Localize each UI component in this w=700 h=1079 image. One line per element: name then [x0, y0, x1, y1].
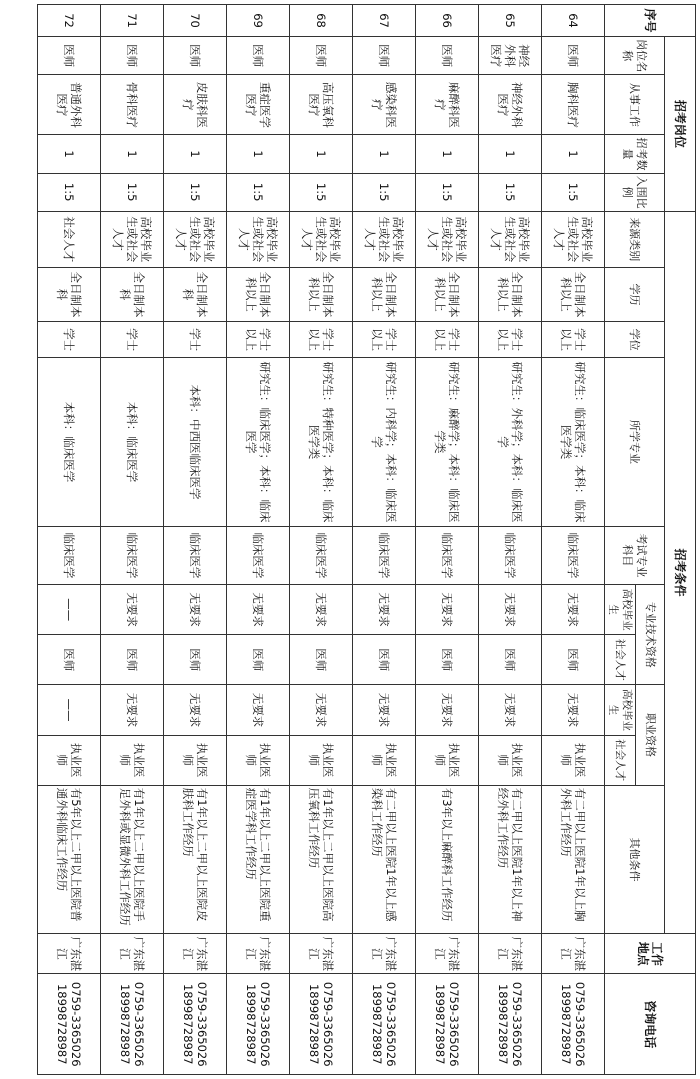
header-quota: 招考数量 [605, 135, 665, 173]
cell-exam-subject: 临床医学 [479, 526, 542, 584]
cell-exam-subject: 临床医学 [416, 526, 479, 584]
cell-degree: 学士以上 [290, 322, 353, 358]
cell-other: 有二甲以上医院1年以上感染科工作经历 [353, 785, 416, 934]
cell-education: 全日制本科以上 [353, 267, 416, 321]
cell-location: 广东湛江 [164, 934, 227, 974]
header-tech-social: 社会人才 [605, 635, 636, 685]
cell-phone: 0759-3365026 18998728987 [542, 974, 605, 1075]
cell-work: 麻醉科医疗 [416, 75, 479, 135]
cell-degree: 学士以上 [542, 322, 605, 358]
cell-seq: 67 [353, 5, 416, 37]
cell-education: 全日制本科以上 [542, 267, 605, 321]
cell-seq: 72 [38, 5, 101, 37]
cell-other: 有1年以上二甲以上医院重症医学科工作经历 [227, 785, 290, 934]
cell-major: 本科：临床医学 [38, 358, 101, 527]
cell-prof-social: 执业医师 [353, 735, 416, 785]
cell-source: 高校毕业生或社会人才 [353, 211, 416, 267]
cell-major: 研究生：临床医学；本科：临床医学 [227, 358, 290, 527]
cell-work: 普通外科医疗 [38, 75, 101, 135]
cell-prof-social: 执业医师 [416, 735, 479, 785]
cell-seq: 68 [290, 5, 353, 37]
cell-location: 广东湛江 [101, 934, 164, 974]
header-seq: 序号 [605, 5, 696, 37]
cell-major: 研究生：麻醉学；本科：临床医学类 [416, 358, 479, 527]
header-group-conditions: 招考条件 [665, 211, 696, 934]
cell-prof-grad: 无要求 [479, 685, 542, 735]
cell-degree: 学士 [164, 322, 227, 358]
cell-tech-social: 医师 [479, 635, 542, 685]
cell-other: 有1年以上二甲以上医院手足外科或显微外科工作经历 [101, 785, 164, 934]
cell-source: 高校毕业生或社会人才 [227, 211, 290, 267]
cell-degree: 学士 [38, 322, 101, 358]
cell-phone: 0759-3365026 18998728987 [227, 974, 290, 1075]
cell-quota: 1 [353, 135, 416, 173]
header-major: 所学专业 [605, 358, 665, 527]
cell-ratio: 1:5 [353, 173, 416, 211]
table-row [479, 5, 542, 1075]
cell-post: 神经外科医疗 [479, 37, 542, 75]
cell-education: 全日制本科以上 [479, 267, 542, 321]
cell-post: 医师 [290, 37, 353, 75]
header-prof-qualification: 职业资格 [636, 685, 665, 785]
cell-work: 感染科医疗 [353, 75, 416, 135]
cell-exam-subject: 临床医学 [227, 526, 290, 584]
cell-degree: 学士以上 [479, 322, 542, 358]
cell-ratio: 1:5 [290, 173, 353, 211]
cell-location: 广东湛江 [479, 934, 542, 974]
recruitment-table [37, 4, 696, 1075]
header-group-post: 招考岗位 [665, 37, 696, 212]
cell-prof-grad: 无要求 [542, 685, 605, 735]
header-prof-social: 社会人才 [605, 735, 636, 785]
cell-seq: 65 [479, 5, 542, 37]
header-education: 学历 [605, 267, 665, 321]
cell-prof-grad: 无要求 [416, 685, 479, 735]
table-row [227, 5, 290, 1075]
cell-other: 有二甲以上医院1年以上胸外科工作经历 [542, 785, 605, 934]
header-ratio: 入围比例 [605, 173, 665, 211]
cell-quota: 1 [542, 135, 605, 173]
cell-prof-social: 执业医师 [101, 735, 164, 785]
cell-major: 研究生：临床医学；本科：临床医学类 [542, 358, 605, 527]
cell-tech-grad: 无要求 [290, 585, 353, 635]
header-work: 从事工作 [605, 75, 665, 135]
cell-exam-subject: 临床医学 [164, 526, 227, 584]
table-row [290, 5, 353, 1075]
cell-phone: 0759-3365026 18998728987 [38, 974, 101, 1075]
cell-phone: 0759-3365026 18998728987 [101, 974, 164, 1075]
table-row [542, 5, 605, 1075]
cell-phone: 0759-3365026 18998728987 [164, 974, 227, 1075]
cell-quota: 1 [164, 135, 227, 173]
cell-quota: 1 [416, 135, 479, 173]
cell-quota: 1 [227, 135, 290, 173]
cell-source: 高校毕业生或社会人才 [290, 211, 353, 267]
cell-prof-social: 执业医师 [227, 735, 290, 785]
cell-source: 高校毕业生或社会人才 [164, 211, 227, 267]
cell-ratio: 1:5 [416, 173, 479, 211]
cell-exam-subject: 临床医学 [353, 526, 416, 584]
cell-prof-social: 执业医师 [164, 735, 227, 785]
cell-seq: 66 [416, 5, 479, 37]
cell-location: 广东湛江 [416, 934, 479, 974]
cell-major: 本科：临床医学 [101, 358, 164, 527]
cell-tech-social: 医师 [416, 635, 479, 685]
table-row [38, 5, 101, 1075]
cell-education: 全日制本科 [38, 267, 101, 321]
cell-tech-social: 医师 [227, 635, 290, 685]
cell-post: 医师 [164, 37, 227, 75]
cell-major: 研究生：外科学；本科：临床医学 [479, 358, 542, 527]
cell-location: 广东湛江 [38, 934, 101, 974]
header-tech-grad: 高校毕业生 [605, 585, 636, 635]
header-phone: 咨询电话 [605, 974, 696, 1075]
cell-degree: 学士以上 [353, 322, 416, 358]
cell-exam-subject: 临床医学 [101, 526, 164, 584]
cell-ratio: 1:5 [227, 173, 290, 211]
cell-work: 骨科医疗 [101, 75, 164, 135]
cell-location: 广东湛江 [227, 934, 290, 974]
cell-source: 高校毕业生或社会人才 [542, 211, 605, 267]
cell-ratio: 1:5 [38, 173, 101, 211]
cell-source: 高校毕业生或社会人才 [101, 211, 164, 267]
cell-exam-subject: 临床医学 [38, 526, 101, 584]
cell-prof-social: 执业医师 [542, 735, 605, 785]
cell-work: 神经外科医疗 [479, 75, 542, 135]
table-body [38, 5, 605, 1075]
cell-major: 研究生：内科学；本科：临床医学 [353, 358, 416, 527]
cell-education: 全日制本科以上 [227, 267, 290, 321]
cell-prof-social: 执业医师 [290, 735, 353, 785]
cell-ratio: 1:5 [164, 173, 227, 211]
header-degree: 学位 [605, 322, 665, 358]
cell-tech-grad: 无要求 [353, 585, 416, 635]
cell-phone: 0759-3365026 18998728987 [416, 974, 479, 1075]
header-source: 来源类别 [605, 211, 665, 267]
cell-prof-social: 执业医师 [479, 735, 542, 785]
cell-prof-grad: 无要求 [164, 685, 227, 735]
cell-education: 全日制本科 [164, 267, 227, 321]
header-prof-grad: 高校毕业生 [605, 685, 636, 735]
cell-post: 医师 [353, 37, 416, 75]
cell-tech-grad: 无要求 [542, 585, 605, 635]
cell-source: 高校毕业生或社会人才 [479, 211, 542, 267]
cell-other: 有1年以上二甲以上医院皮肤科工作经历 [164, 785, 227, 934]
table-row [353, 5, 416, 1075]
cell-prof-grad: —— [38, 685, 101, 735]
cell-quota: 1 [101, 135, 164, 173]
cell-post: 医师 [542, 37, 605, 75]
table-row [416, 5, 479, 1075]
cell-other: 有二甲以上医院1年以上神经外科工作经历 [479, 785, 542, 934]
cell-major: 本科：中西医临床医学 [164, 358, 227, 527]
cell-phone: 0759-3365026 18998728987 [479, 974, 542, 1075]
header-location: 工作地点 [605, 934, 696, 974]
cell-work: 重症医学医疗 [227, 75, 290, 135]
cell-seq: 69 [227, 5, 290, 37]
cell-seq: 70 [164, 5, 227, 37]
cell-seq: 71 [101, 5, 164, 37]
cell-post: 医师 [227, 37, 290, 75]
cell-ratio: 1:5 [101, 173, 164, 211]
cell-degree: 学士以上 [227, 322, 290, 358]
cell-ratio: 1:5 [479, 173, 542, 211]
cell-tech-grad: —— [38, 585, 101, 635]
header-tech-qualification: 专业技术资格 [636, 585, 665, 685]
cell-tech-social: 医师 [101, 635, 164, 685]
cell-tech-grad: 无要求 [227, 585, 290, 635]
cell-other: 有3年以上麻醉科工作经历 [416, 785, 479, 934]
cell-post: 医师 [101, 37, 164, 75]
table-row [101, 5, 164, 1075]
cell-tech-grad: 无要求 [479, 585, 542, 635]
cell-education: 全日制本科 [101, 267, 164, 321]
header-post-name: 岗位名称 [605, 37, 665, 75]
cell-source: 社会人才 [38, 211, 101, 267]
cell-work: 胸科医疗 [542, 75, 605, 135]
cell-phone: 0759-3365026 18998728987 [353, 974, 416, 1075]
cell-tech-social: 医师 [290, 635, 353, 685]
cell-other: 有1年以上二甲以上医院高压氧科工作经历 [290, 785, 353, 934]
cell-tech-grad: 无要求 [164, 585, 227, 635]
cell-quota: 1 [290, 135, 353, 173]
header-other: 其他条件 [605, 785, 665, 934]
table-row [164, 5, 227, 1075]
cell-phone: 0759-3365026 18998728987 [290, 974, 353, 1075]
cell-tech-grad: 无要求 [416, 585, 479, 635]
cell-prof-grad: 无要求 [290, 685, 353, 735]
cell-post: 医师 [38, 37, 101, 75]
cell-tech-social: 医师 [542, 635, 605, 685]
cell-ratio: 1:5 [542, 173, 605, 211]
cell-quota: 1 [38, 135, 101, 173]
cell-source: 高校毕业生或社会人才 [416, 211, 479, 267]
cell-work: 皮肤科医疗 [164, 75, 227, 135]
cell-prof-grad: 无要求 [353, 685, 416, 735]
cell-tech-social: 医师 [164, 635, 227, 685]
cell-location: 广东湛江 [290, 934, 353, 974]
cell-location: 广东湛江 [542, 934, 605, 974]
cell-location: 广东湛江 [353, 934, 416, 974]
cell-tech-social: 医师 [353, 635, 416, 685]
cell-post: 医师 [416, 37, 479, 75]
cell-tech-grad: 无要求 [101, 585, 164, 635]
cell-other: 有5年以上二甲以上医院普通外科临床工作经历 [38, 785, 101, 934]
cell-degree: 学士以上 [416, 322, 479, 358]
cell-seq: 64 [542, 5, 605, 37]
cell-major: 研究生：特种医学；本科：临床医学类 [290, 358, 353, 527]
cell-prof-grad: 无要求 [101, 685, 164, 735]
cell-prof-grad: 无要求 [227, 685, 290, 735]
cell-education: 全日制本科以上 [416, 267, 479, 321]
cell-exam-subject: 临床医学 [542, 526, 605, 584]
cell-work: 高压氧科医疗 [290, 75, 353, 135]
cell-tech-social: 医师 [38, 635, 101, 685]
cell-prof-social: 执业医师 [38, 735, 101, 785]
cell-exam-subject: 临床医学 [290, 526, 353, 584]
header-exam-subject: 考试专业科目 [605, 526, 665, 584]
cell-education: 全日制本科以上 [290, 267, 353, 321]
cell-quota: 1 [479, 135, 542, 173]
cell-degree: 学士 [101, 322, 164, 358]
